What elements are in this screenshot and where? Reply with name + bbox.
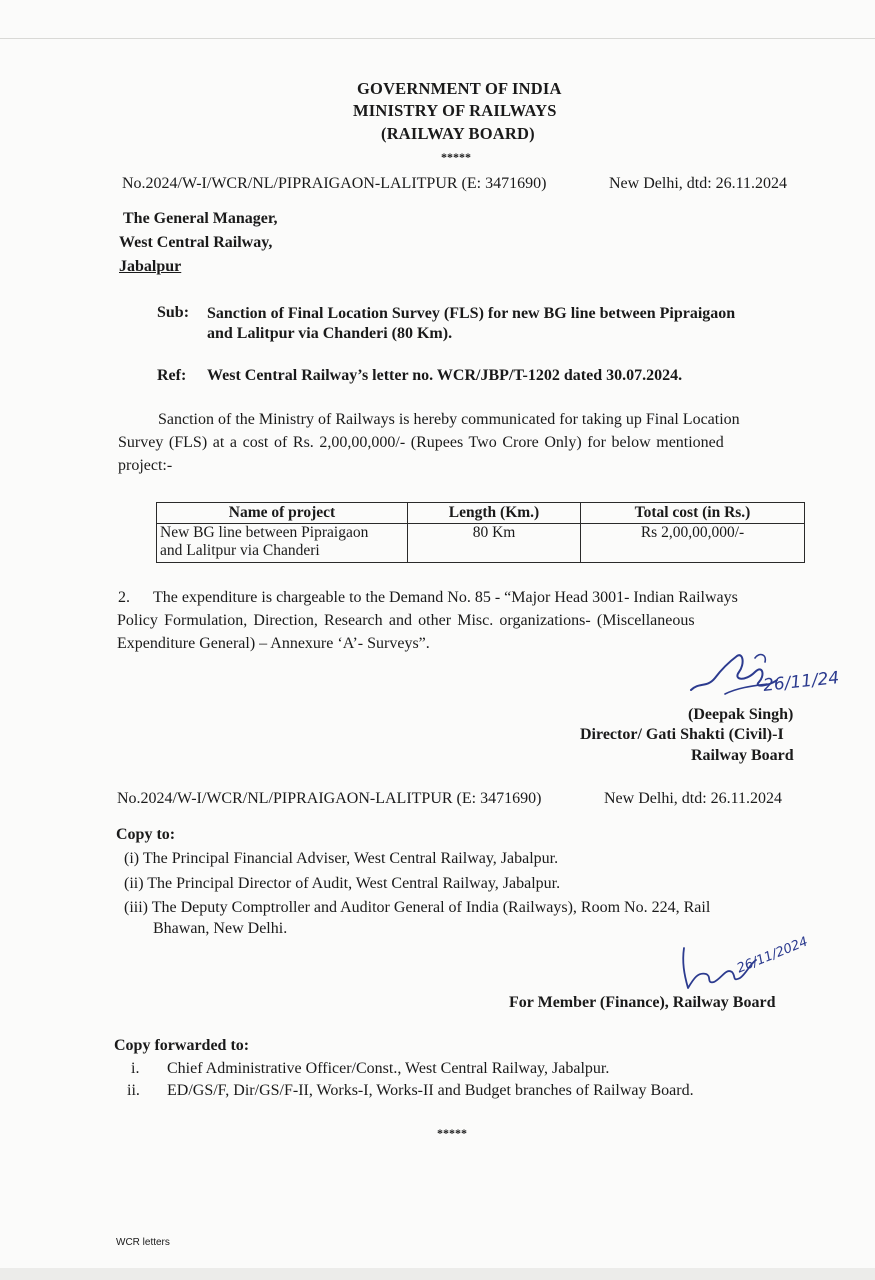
list-item: Bhawan, New Delhi. bbox=[153, 920, 288, 937]
subject-line1: Sanction of Final Location Survey (FLS) for new BG line between Pipraigaon bbox=[207, 305, 736, 322]
list-item: ED/GS/F, Dir/GS/F-II, Works-I, Works-II and Budget branches of Railway Board. bbox=[167, 1082, 694, 1099]
scan-bottom-edge bbox=[0, 1268, 875, 1280]
addressee-line2: West Central Railway, bbox=[119, 234, 273, 251]
copy-to-title: Copy to: bbox=[116, 826, 176, 843]
table-row bbox=[157, 524, 805, 563]
reference-text: West Central Railway’s letter no. WCR/JBP/T-1202 dated 30.07.2024. bbox=[207, 367, 683, 384]
table-cell-project-name bbox=[157, 524, 408, 563]
body-line3: project:- bbox=[118, 457, 173, 474]
table-header-row bbox=[157, 503, 805, 524]
list-item: (i) The Principal Financial Adviser, West Central Railway, Jabalpur. bbox=[124, 850, 559, 867]
scan-edge-line bbox=[0, 38, 875, 39]
table-cell-cost: Rs 2,00,00,000/- bbox=[581, 524, 805, 563]
project-name-line2: and Lalitpur via Chanderi bbox=[160, 542, 320, 559]
table-header-name: Name of project bbox=[157, 503, 408, 524]
signatory-name: (Deepak Singh) bbox=[688, 706, 794, 723]
para2-number: 2. bbox=[118, 589, 130, 606]
header-ministry: MINISTRY OF RAILWAYS bbox=[353, 101, 557, 120]
table-cell-length: 80 Km bbox=[408, 524, 581, 563]
list-item: (iii) The Deputy Comptroller and Auditor General of India (Railways), Room No. 224, Rail bbox=[124, 899, 711, 916]
project-table bbox=[156, 502, 805, 563]
forward-item-number: i. bbox=[131, 1060, 140, 1077]
subject-line2: and Lalitpur via Chanderi (80 Km). bbox=[207, 325, 453, 342]
header-board: (RAILWAY BOARD) bbox=[381, 124, 535, 143]
letter-number: No.2024/W-I/WCR/NL/PIPRAIGAON-LALITPUR (E: 3471690) bbox=[122, 175, 547, 192]
letter-number-copy: No.2024/W-I/WCR/NL/PIPRAIGAON-LALITPUR (E: 3471690) bbox=[117, 790, 542, 807]
table-header-cost: Total cost (in Rs.) bbox=[581, 503, 805, 524]
footer-label: WCR letters bbox=[116, 1237, 170, 1248]
reference-label: Ref: bbox=[157, 367, 187, 384]
list-item: (ii) The Principal Director of Audit, West Central Railway, Jabalpur. bbox=[124, 875, 561, 892]
para2-line1: The expenditure is chargeable to the Demand No. 85 - “Major Head 3001- Indian Railways bbox=[153, 589, 738, 606]
addressee-line3: Jabalpur bbox=[119, 258, 182, 275]
body-line1: Sanction of the Ministry of Railways is hereby communicated for taking up Final Location bbox=[158, 411, 740, 428]
letter-date-copy: New Delhi, dtd: 26.11.2024 bbox=[604, 790, 783, 807]
finance-signature-date: 26/11/2024 bbox=[734, 934, 811, 977]
table-header-length: Length (Km.) bbox=[408, 503, 581, 524]
list-item: Chief Administrative Officer/Const., West Central Railway, Jabalpur. bbox=[167, 1060, 610, 1077]
signatory-office: Railway Board bbox=[691, 747, 794, 764]
copy-forwarded-title: Copy forwarded to: bbox=[114, 1037, 250, 1054]
forward-item-number: ii. bbox=[127, 1082, 140, 1099]
addressee-line1: The General Manager, bbox=[123, 210, 278, 227]
project-name-line1: New BG line between Pipraigaon bbox=[160, 524, 369, 541]
director-signature-date: 26/11/24 bbox=[762, 668, 841, 696]
para2-line2: Policy Formulation, Direction, Research and other Misc. organizations- (Miscellaneous bbox=[117, 612, 695, 629]
subject-label: Sub: bbox=[157, 304, 190, 321]
signatory-designation: Director/ Gati Shakti (Civil)-I bbox=[580, 726, 784, 743]
finance-label: For Member (Finance), Railway Board bbox=[509, 994, 776, 1011]
end-stars: ***** bbox=[437, 1126, 467, 1140]
header-stars: ***** bbox=[441, 150, 471, 164]
body-line2: Survey (FLS) at a cost of Rs. 2,00,00,000/- (Rupees Two Crore Only) for below mentioned bbox=[118, 434, 724, 451]
header-government: GOVERNMENT OF INDIA bbox=[357, 79, 562, 98]
letter-date: New Delhi, dtd: 26.11.2024 bbox=[609, 175, 788, 192]
para2-line3: Expenditure General) – Annexure ‘A’- Surveys”. bbox=[117, 635, 430, 652]
